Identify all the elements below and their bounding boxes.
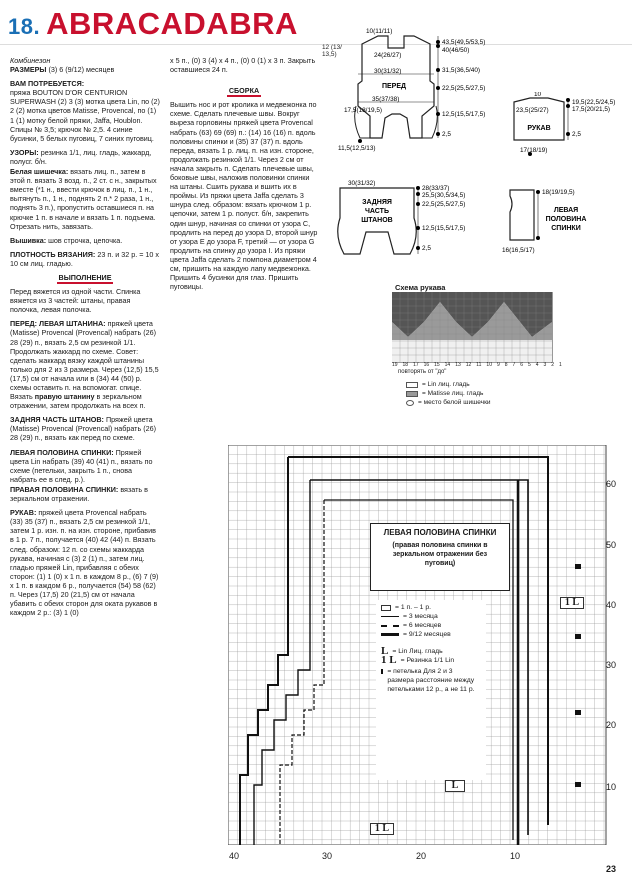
assembly-text: Вышить нос и рот кролика и медвежонка по схеме. Сделать плечевые швы. Вокруг выреза горловины пряжей цвета Provencal набрать (63) 69 (69) п.: (14) 16 (16) п. вдоль половины спинки и (35) 37 (37) п. вдоль переда, вязать 1 р. лиц. п. на изн. стороне, продолжать резинкой 1/1. Через 2 см от начала закрыть п. Сделать плечевые швы, боковые швы, наложив половинки спинки на штаны. Сшить рукава и вшить их в проймы. Из пряжи цвета Jaffa сделать 3 шнура след. образом: вязать крючком 1 р. цепочки, затем 1 р. полуст. б/н, закрепить один шнур, начиная со спинки от узора С, продлить на перед до узора D, второй шнур от узора Е до узора F, третий — от узора G продлить на спинку до узора I. Из пряжи цвета Jaffa сделать 2 помпона диаметром 4 см, пришить на каждую лапу медвежонка. Пришить 4 бусинки для глаз. Пришить пуговицы. bbox=[170, 100, 318, 292]
pattern-number: 18. bbox=[8, 14, 41, 39]
left-back-schematic bbox=[500, 180, 630, 260]
back-dot-1 bbox=[416, 186, 420, 190]
x-tick-10: 10 bbox=[510, 851, 521, 861]
page-number: 23 bbox=[606, 864, 617, 874]
key-row: = 1 п. – 1 р. bbox=[381, 603, 481, 612]
front-h2: 40(46/50) bbox=[442, 47, 470, 54]
left-back-outline bbox=[510, 190, 534, 240]
key-row: = 9/12 месяцев bbox=[381, 630, 481, 639]
sleeve-col-label: 9 bbox=[496, 362, 500, 368]
sleeve-legend-row: = Lin лиц. гладь bbox=[406, 380, 491, 389]
sleeve-legend-row: = Matisse лиц. гладь bbox=[406, 389, 491, 398]
buttonhole-4 bbox=[575, 782, 581, 787]
back-pants-label-1: ЗАДНЯЯ bbox=[362, 199, 392, 206]
back-dot-2 bbox=[416, 192, 420, 196]
column-1 bbox=[10, 56, 160, 622]
chart-il-mark: 1 L bbox=[370, 823, 394, 835]
left-back-label-1: ЛЕВАЯ bbox=[553, 207, 579, 214]
density: ПЛОТНОСТЬ ВЯЗАНИЯ: 23 п. и 32 р. = 10 x 10 см лиц. гладью. bbox=[10, 249, 159, 268]
sleeve-dot-1 bbox=[566, 98, 570, 102]
sleeve-col-label: 18 bbox=[402, 362, 409, 368]
x-tick-30: 30 bbox=[322, 851, 333, 861]
back-dot-3 bbox=[416, 202, 420, 206]
back-pants-m-width: 30(31/32) bbox=[348, 180, 376, 187]
front-dot-1 bbox=[436, 40, 440, 44]
buttonhole-3 bbox=[575, 710, 581, 715]
sleeve-cont: х 5 п., (0) 3 (4) х 4 п., (0) 0 (1) х 3 п. Закрыть оставшиеся 24 п. bbox=[170, 56, 316, 75]
left-back-dot-1 bbox=[536, 190, 540, 194]
front-dot-4 bbox=[436, 86, 440, 90]
right-back: ПРАВАЯ ПОЛОВИНА СПИНКИ: вязать в зеркальном отражении. bbox=[10, 484, 148, 504]
front-h6: 2,5 bbox=[442, 131, 451, 138]
key-l-symbol: L bbox=[381, 645, 389, 657]
page-title bbox=[8, 6, 298, 42]
sleeve-col-label: 8 bbox=[504, 362, 508, 368]
sleeve-chart bbox=[392, 292, 572, 367]
sleeve-col-label: 6 bbox=[520, 362, 523, 368]
sleeve-chart-grid bbox=[392, 292, 552, 362]
y-tick-60: 60 bbox=[606, 479, 617, 489]
front-m-leg: 17,5(18/19,5) bbox=[344, 107, 383, 114]
key-row: = 6 месяцев bbox=[381, 621, 481, 630]
title-divider bbox=[0, 44, 632, 45]
x-tick-20: 20 bbox=[416, 851, 427, 861]
sleeve-chart-cols bbox=[392, 362, 562, 368]
sleeve-legend-row: = место белой шишечки bbox=[406, 398, 491, 407]
y-tick-20: 20 bbox=[606, 720, 617, 730]
x-tick-40: 40 bbox=[229, 851, 240, 861]
sleeve-legend bbox=[406, 380, 491, 407]
front-m-cuff: 11,5(12,5/13) bbox=[338, 145, 376, 152]
front-h1: 43,5(49,5/53,5) bbox=[442, 39, 486, 46]
back-pants: ЗАДНЯЯ ЧАСТЬ ШТАНОВ: Пряжей цвета (Matisse) Provencal (Provencal) набрать (26) 28 (29) п., вязать как перед по схеме. bbox=[10, 415, 156, 443]
front-dot-6 bbox=[436, 132, 440, 136]
sleeve-dot-3 bbox=[566, 132, 570, 136]
sleeve-col-label: 5 bbox=[527, 362, 531, 368]
bobble: Белая шишечка: вязать лиц. п., затем в этой п. вязать 3 возд. п., 2 ст. с н., закрытых вместе (*1 н., ввести крючок в лиц. п., 1 н., вытянуть п., 1 н., поднять 2 п.* 2 раза, 1 н., поднять 3 п.), пропустить оставшиеся п. на крючке 1 п. в начале и вязать 1 п. подъема. Отрезать нить, завязать. bbox=[10, 167, 157, 231]
back-pants-h1: 28(33/37) bbox=[422, 185, 450, 192]
sleeve-m-width: 23,5(25/27) bbox=[516, 107, 549, 114]
key-il-symbol: 1 L bbox=[381, 654, 397, 666]
buttonhole-1 bbox=[575, 564, 581, 569]
materials: ВАМ ПОТРЕБУЕТСЯ: пряжа BOUTON D'OR CENTURION SUPERWASH (2) 3 (3) мотка цвета Lin, по (2) 2 (2) мотка цветов Matisse, Provencal, по (1) 1 (1) мотку белой пряжи, Jaffa, Houblon. Спицы № 3,5; крючок № 2,5. 4 синие бусинки, 5 белых пуговиц, 7 синих пуговиц. bbox=[10, 79, 160, 143]
sleeve-col-label: 13 bbox=[455, 362, 461, 368]
sleeve-col-label: 7 bbox=[512, 362, 516, 368]
sleeve: РУКАВ: пряжей цвета Provencal набрать (33) 35 (37) п., вязать 2,5 см резинкой 1/1, затем 1 р. изн. п. на изн. стороне, прибавив в 1 р. 7 п., получается (40) 42 (44) п. Вязать след. образом: 12 п. со схемы жаккарда рукава, начиная с (3) 2 (1) п., затем лиц. гладью пряжей Lin, прибавляя с обеих сторон: (1) 1 (0) х 1 п. в каждом 8 р., (6) 7 (9) х 1 п. в каждом 6 р., получается (54) 58 (62) п. Через (17,5) 20 (21,5) см от начала убавить с обеих сторон для оката рукавов в каждом 2 р.: (3) 1 (0) bbox=[10, 508, 159, 618]
sleeve-col-label: 2 bbox=[551, 362, 554, 368]
key-row: = 3 месяца bbox=[381, 612, 481, 621]
sleeve-col-label: 17 bbox=[413, 362, 419, 368]
pattern-name: ABRACADABRA bbox=[46, 6, 298, 41]
front-leg: ПЕРЕД: ЛЕВАЯ ШТАНИНА: пряжей цвета (Matisse) Provencal (Provencal) набрать (26) 28 (29) п., вязать 2,5 см резинкой 1/1. Продолжать жаккард по схеме. Совет: сделать жаккард вязку каждой штанины только для 2 из 3 размера. Через (12,5) 15,5 (17,5) см от начала или в (34) 44 (50) р. схемы оставить п. на вспомогат. спице. Вязать правую штанину в зеркальном отражении, затем продолжать на всех п. bbox=[10, 319, 159, 411]
front-schematic bbox=[322, 26, 502, 176]
sleeve-col-label: 19 bbox=[392, 362, 398, 368]
left-back-label-2: ПОЛОВИНА bbox=[545, 216, 587, 223]
sleeve-dot-2 bbox=[566, 104, 570, 108]
front-h3: 31,5(36,5/40) bbox=[442, 67, 481, 74]
left-back-dot-2 bbox=[536, 236, 540, 240]
sleeve-col-label: 1 bbox=[558, 362, 562, 368]
sleeve-col-label: 3 bbox=[543, 362, 547, 368]
sizes: РАЗМЕРЫ (3) 6 (9/12) месяцев bbox=[10, 65, 115, 75]
sleeve-outline bbox=[514, 98, 564, 140]
sleeve-col-label: 11 bbox=[476, 362, 482, 368]
assembly-header: СБОРКА bbox=[228, 86, 260, 96]
sleeve-h2: 17,5(20/21,5) bbox=[572, 106, 611, 113]
buttonhole-2 bbox=[575, 634, 581, 639]
key-dash-symbol bbox=[381, 625, 399, 627]
patterns: УЗОРЫ: резинка 1/1, лиц. гладь, жаккард, полусг. б/н. bbox=[10, 147, 152, 166]
key-thin-symbol bbox=[381, 616, 399, 617]
legend-swatch-lin bbox=[406, 382, 418, 388]
sleeve-chart-title: Схема рукава bbox=[395, 283, 446, 292]
front-h5: 12,5(15,5/17,5) bbox=[442, 111, 486, 118]
sleeve-col-label: 4 bbox=[535, 362, 539, 368]
chart-l-mark: L bbox=[445, 780, 465, 792]
left-back: ЛЕВАЯ ПОЛОВИНА СПИНКИ: Пряжей цвета Lin набрать (39) 40 (41) п., вязать по схеме (петельки, закрыть 1 п., снова набрать ее в след. р.). bbox=[10, 447, 153, 484]
main-chart-subtitle: (правая половина спинки в зеркальном отражении без пуговиц) bbox=[392, 542, 488, 567]
front-m-side: 12 (13/ 13,5) bbox=[322, 44, 342, 58]
sleeve-repeat-text: повторять от "до" bbox=[398, 369, 447, 375]
front-dot-5 bbox=[436, 112, 440, 116]
front-m-shoulder: 24(26/27) bbox=[374, 52, 402, 59]
front-dot-3 bbox=[436, 68, 440, 72]
sleeve-h3: 2,5 bbox=[572, 131, 581, 138]
column-2 bbox=[170, 56, 318, 296]
main-chart-key bbox=[376, 600, 486, 780]
left-back-h1: 18(19/19,5) bbox=[542, 189, 575, 196]
sleeve-schematic bbox=[500, 92, 630, 162]
back-pants-h5: 2,5 bbox=[422, 245, 431, 252]
key-row: 1 L = Резинка 1/1 Lin bbox=[381, 654, 455, 666]
y-tick-50: 50 bbox=[606, 540, 617, 550]
back-pants-h3: 22,5(25,5/27,5) bbox=[422, 201, 466, 208]
key-thick-symbol bbox=[381, 633, 399, 636]
front-dot-2 bbox=[436, 44, 440, 48]
front-dot-7 bbox=[358, 139, 362, 143]
front-h4: 22,5(25,5/27,5) bbox=[442, 85, 486, 92]
chart-il-mark-right: 1 L bbox=[560, 597, 584, 609]
subtitle: Комбинезон bbox=[10, 56, 51, 65]
front-m-width: 30(31/32) bbox=[374, 68, 402, 75]
intro: Перед вяжется из одной части. Спинка вяжется из 3 частей: штаны, правая полочка, левая полочка. bbox=[10, 287, 141, 315]
sleeve-m-top: 10 bbox=[534, 92, 542, 98]
y-tick-30: 30 bbox=[606, 660, 617, 670]
key-buttonhole-symbol bbox=[381, 669, 383, 674]
sleeve-col-label: 14 bbox=[444, 362, 451, 368]
sleeve-col-label: 16 bbox=[423, 362, 430, 368]
back-dot-5 bbox=[416, 246, 420, 250]
y-tick-40: 40 bbox=[606, 600, 617, 610]
front-m-hips: 35(37/38) bbox=[372, 96, 400, 103]
back-pants-label-3: ШТАНОВ bbox=[361, 217, 393, 224]
key-box-symbol bbox=[381, 605, 391, 611]
legend-swatch-matisse bbox=[406, 391, 418, 397]
sleeve-col-label: 12 bbox=[465, 362, 472, 368]
front-m-top: 10(11/11) bbox=[366, 28, 393, 35]
left-back-m-bottom: 16(16,5/17) bbox=[502, 247, 535, 254]
sleeve-col-label: 15 bbox=[434, 362, 440, 368]
back-pants-schematic bbox=[322, 176, 492, 266]
key-row: = петелька Для 2 и 3 размера расстояние между петельками 12 р., а не 11 р. bbox=[381, 667, 481, 694]
y-tick-10: 10 bbox=[606, 782, 617, 792]
key-row: L = Lin Лиц. гладь bbox=[381, 645, 443, 657]
sleeve-m-bottom: 17(18/19) bbox=[520, 147, 548, 154]
legend-swatch-bobble bbox=[406, 400, 414, 406]
back-pants-h4: 12,5(15,5/17,5) bbox=[422, 225, 466, 232]
embroidery: Вышивка: шов строчка, цепочка. bbox=[10, 235, 123, 245]
back-pants-label-2: ЧАСТЬ bbox=[365, 208, 389, 215]
main-chart-title: ЛЕВАЯ ПОЛОВИНА СПИНКИ bbox=[383, 528, 497, 537]
sleeve-h1: 19,5(22,5/24,5) bbox=[572, 99, 616, 106]
front-leg-right bbox=[422, 106, 437, 138]
back-dot-4 bbox=[416, 226, 420, 230]
sleeve-col-label: 10 bbox=[486, 362, 492, 368]
front-label: ПЕРЕД bbox=[381, 83, 407, 90]
main-chart-title-box bbox=[370, 523, 510, 591]
back-pants-h2: 25,5(30,5/34,5) bbox=[422, 192, 466, 199]
execution-header: ВЫПОЛНЕНИЕ bbox=[58, 272, 112, 282]
sleeve-label: РУКАВ bbox=[527, 125, 551, 132]
left-back-label-3: СПИНКИ bbox=[551, 225, 581, 232]
